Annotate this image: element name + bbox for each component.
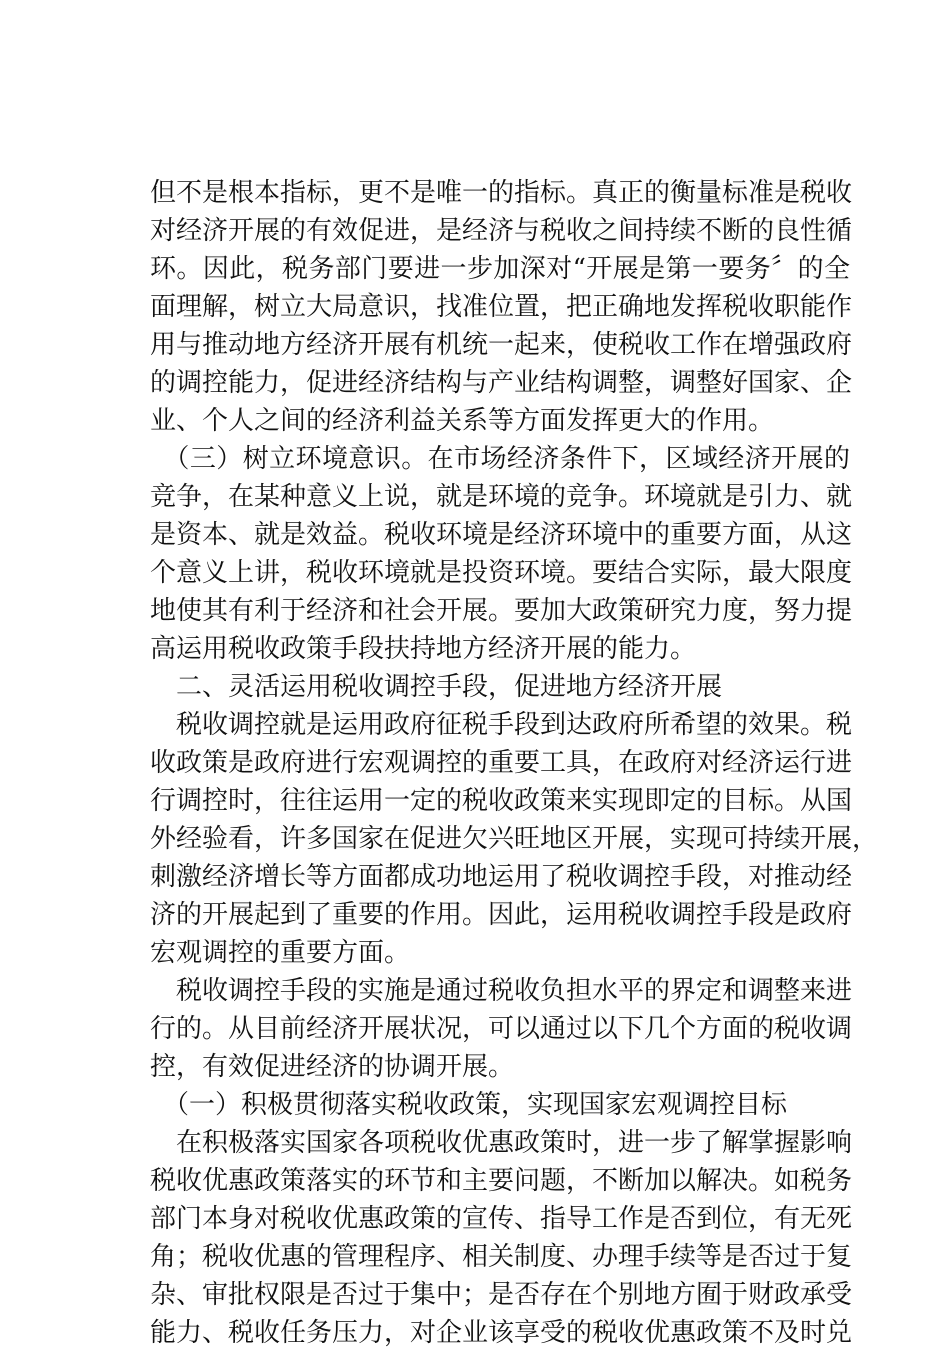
text-line: 对经济开展的有效促进，是经济与税收之间持续不断的良性循 [150, 216, 853, 246]
text-line: 用与推动地方经济开展有机统一起来，使税收工作在增强政府 [150, 330, 853, 360]
text-line: 杂、审批权限是否过于集中；是否存在个别地方囿于财政承受 [150, 1280, 853, 1310]
text-line: 在积极落实国家各项税收优惠政策时，进一步了解掌握影响 [150, 1128, 853, 1158]
text-line: 业、个人之间的经济利益关系等方面发挥更大的作用。 [150, 406, 775, 436]
text-line: 角；税收优惠的管理程序、相关制度、办理手续等是否过于复 [150, 1242, 853, 1272]
text-line: 税收优惠政策落实的环节和主要问题，不断加以解决。如税务 [150, 1166, 853, 1196]
text-line: 个意义上讲，税收环境就是投资环境。要结合实际，最大限度 [150, 558, 853, 588]
text-line: 高运用税收政策手段扶持地方经济开展的能力。 [150, 634, 697, 664]
text-line: 收政策是政府进行宏观调控的重要工具，在政府对经济运行进 [150, 748, 853, 778]
text-line: 地使其有利于经济和社会开展。要加大政策研究力度，努力提 [150, 596, 853, 626]
text-line: （三）树立环境意识。在市场经济条件下，区域经济开展的 [150, 444, 850, 474]
text-line: 竞争，在某种意义上说，就是环境的竞争。环境就是引力、就 [150, 482, 853, 512]
text-line: 外经验看，许多国家在促进欠兴旺地区开展，实现可持续开展， [150, 824, 879, 854]
text-line: 行的。从目前经济开展状况，可以通过以下几个方面的税收调 [150, 1014, 853, 1044]
text-line: 济的开展起到了重要的作用。因此，运用税收调控手段是政府 [150, 900, 853, 930]
text-line: 刺激经济增长等方面都成功地运用了税收调控手段，对推动经 [150, 862, 853, 892]
text-line: 部门本身对税收优惠政策的宣传、指导工作是否到位，有无死 [150, 1204, 853, 1234]
text-line: 能力、税收任务压力，对企业该享受的税收优惠政策不及时兑 [150, 1318, 853, 1348]
text-line: 面理解，树立大局意识，找准位置，把正确地发挥税收职能作 [150, 292, 853, 322]
text-line: 是资本、就是效益。税收环境是经济环境中的重要方面，从这 [150, 520, 853, 550]
text-line: 税收调控手段的实施是通过税收负担水平的界定和调整来进 [150, 976, 853, 1006]
section-heading: 二、灵活运用税收调控手段，促进地方经济开展 [150, 672, 723, 702]
text-line: 控，有效促进经济的协调开展。 [150, 1052, 515, 1082]
text-line: 环。因此，税务部门要进一步加深对“开展是第一要务〞的全 [150, 254, 850, 284]
text-line: 行调控时，往往运用一定的税收政策来实现即定的目标。从国 [150, 786, 853, 816]
section-heading: （一）积极贯彻落实税收政策，实现国家宏观调控目标 [150, 1090, 788, 1120]
text-line: 宏观调控的重要方面。 [150, 938, 411, 968]
text-line: 的调控能力，促进经济结构与产业结构调整，调整好国家、企 [150, 368, 853, 398]
text-line: 但不是根本指标，更不是唯一的指标。真正的衡量标准是税收 [150, 178, 853, 208]
text-line: 税收调控就是运用政府征税手段到达政府所希望的效果。税 [150, 710, 853, 740]
